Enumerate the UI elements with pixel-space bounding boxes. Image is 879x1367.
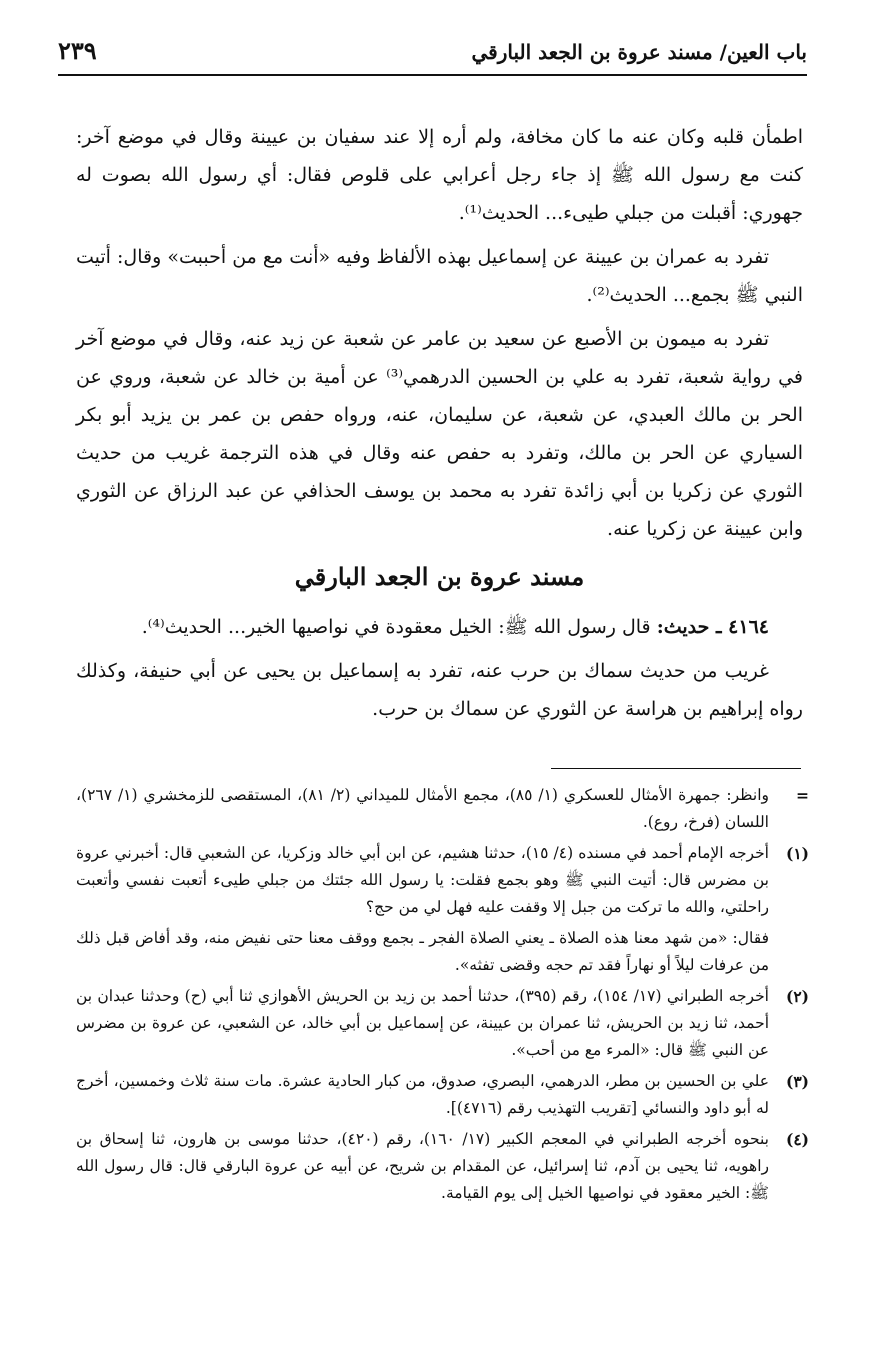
hadith-text: قال رسول الله ﷺ: الخيل معقودة في نواصيها الخير... الحديث⁽⁴⁾. bbox=[141, 616, 651, 638]
paragraph: تفرد به ميمون بن الأصبع عن سعيد بن عامر عن شعبة عن زيد عنه، وقال في موضع آخر في رواية شعبة، تفرد به علي بن الحسين الدرهمي⁽³⁾ عن أمية بن خالد عن شعبة، وروي عن الحر بن مالك العبدي، عن شعبة، عن سليمان، عنه، ورواه حفص بن عمر بن يزيد أبو بكر السياري عن الحر بن مالك، وتفرد به حفص عنه وقال في هذه الترجمة غريب من حديث الثوري عن زكريا بن أبي زائدة تفرد به محمد بن يوسف الحذافي عن عبد الرزاق عن الثوري وابن عيينة عن زكريا عنه. bbox=[76, 328, 803, 540]
paragraph: غريب من حديث سماك بن حرب عنه، تفرد به إسماعيل بن يحيى عن أبي حنيفة، وكذلك رواه إبراهيم بن هراسة عن الثوري عن سماك بن حرب. bbox=[76, 660, 803, 720]
paragraph: اطمأن قلبه وكان عنه ما كان مخافة، ولم أره إلا عند سفيان بن عيينة وقال في موضع آخر: كنت مع رسول الله ﷺ إذ جاء رجل أعرابي على قلوص فقال: أي رسول الله بصوت له جهوري: أقبلت من جبلي طيىء... الحديث⁽¹⁾. bbox=[76, 126, 803, 224]
footnote-text: أخرجه الإمام أحمد في مسنده (٤/ ١٥)، حدثنا هشيم، عن ابن أبي خالد وزكريا، عن الشعبي قال: أخبرني عروة بن مضرس قال: أتيت النبي ﷺ وهو بجمع فقلت: يا رسول الله جئتك من جبلي طيىء أتعبت نفسي وأتعبت راحلتي، والله ما تركت من جبل إلا وقفت عليه فهل لي من حج؟ bbox=[76, 844, 769, 916]
footnote-text: علي بن الحسين بن مطر، الدرهمي، البصري، صدوق، من كبار الحادية عشرة. مات سنة ثلاث وخمسين، أخرج له أبو داود والنسائي [تقريب التهذيب رقم (٤٧١٦)]. bbox=[76, 1072, 769, 1117]
footnote-mark: (٣) bbox=[785, 1072, 809, 1091]
footnote-mark: (٤) bbox=[785, 1130, 809, 1149]
main-text bbox=[76, 118, 803, 734]
footnotes bbox=[76, 782, 809, 1211]
footnote bbox=[76, 782, 809, 836]
footnote bbox=[76, 840, 809, 921]
footnote-continuation: فقال: «من شهد معنا هذه الصلاة ـ يعني الصلاة الفجر ـ بجمع ووقف معنا حتى نفيض منه، وقد أفاض قبل ذلك من عرفات ليلاً أو نهاراً فقد تم حجه وقضى تفثه». bbox=[76, 929, 769, 974]
hadith-number: ٤١٦٤ ـ حديث: bbox=[656, 616, 769, 638]
footnote bbox=[76, 1126, 809, 1207]
footnote-mark: = bbox=[796, 786, 809, 805]
header-title: باب العين/ مسند عروة بن الجعد البارقي bbox=[471, 40, 807, 64]
section-title: مسند عروة بن الجعد البارقي bbox=[294, 562, 585, 591]
footnote-mark: (١) bbox=[785, 844, 809, 863]
footnote-text: أخرجه الطبراني (١٧/ ١٥٤)، رقم (٣٩٥)، حدثنا أحمد بن زيد بن الحريش الأهوازي ثنا أبي (ح) وحدثنا عبدان بن أحمد، ثنا زيد بن الحريش، ثنا عمران بن عيينة، عن إسماعيل بن أبي خالد، عن الشعبي، عن عروة بن مضرس عن النبي ﷺ قال: «المرء مع من أحب». bbox=[76, 987, 769, 1059]
footnote-divider bbox=[551, 768, 801, 769]
footnote bbox=[76, 1068, 809, 1122]
paragraph: تفرد به عمران بن عيينة عن إسماعيل بهذه الألفاظ وفيه «أنت مع من أحببت» وقال: أتيت النبي ﷺ بجمع... الحديث⁽²⁾. bbox=[76, 246, 803, 306]
footnote-text: وانظر: جمهرة الأمثال للعسكري (١/ ٨٥)، مجمع الأمثال للميداني (٢/ ٨١)، المستقصى للزمخشري (١/ ٢٦٧)، اللسان (فرخ، روع). bbox=[76, 786, 769, 831]
page-number: ٢٣٩ bbox=[58, 36, 97, 65]
footnote bbox=[76, 983, 809, 1064]
hadith-entry bbox=[76, 608, 803, 646]
running-header bbox=[58, 34, 807, 76]
footnote-mark: (٢) bbox=[785, 987, 809, 1006]
footnote-text: بنحوه أخرجه الطبراني في المعجم الكبير (١٧/ ١٦٠)، رقم (٤٢٠)، حدثنا موسى بن هارون، ثنا إسحاق بن راهويه، ثنا يحيى بن آدم، ثنا إسرائيل، عن المقدام بن شريح، عن أبيه عن عروة البارقي قال: قال رسول الله ﷺ: الخير معقود في نواصيها الخيل إلى يوم القيامة. bbox=[76, 1130, 769, 1202]
